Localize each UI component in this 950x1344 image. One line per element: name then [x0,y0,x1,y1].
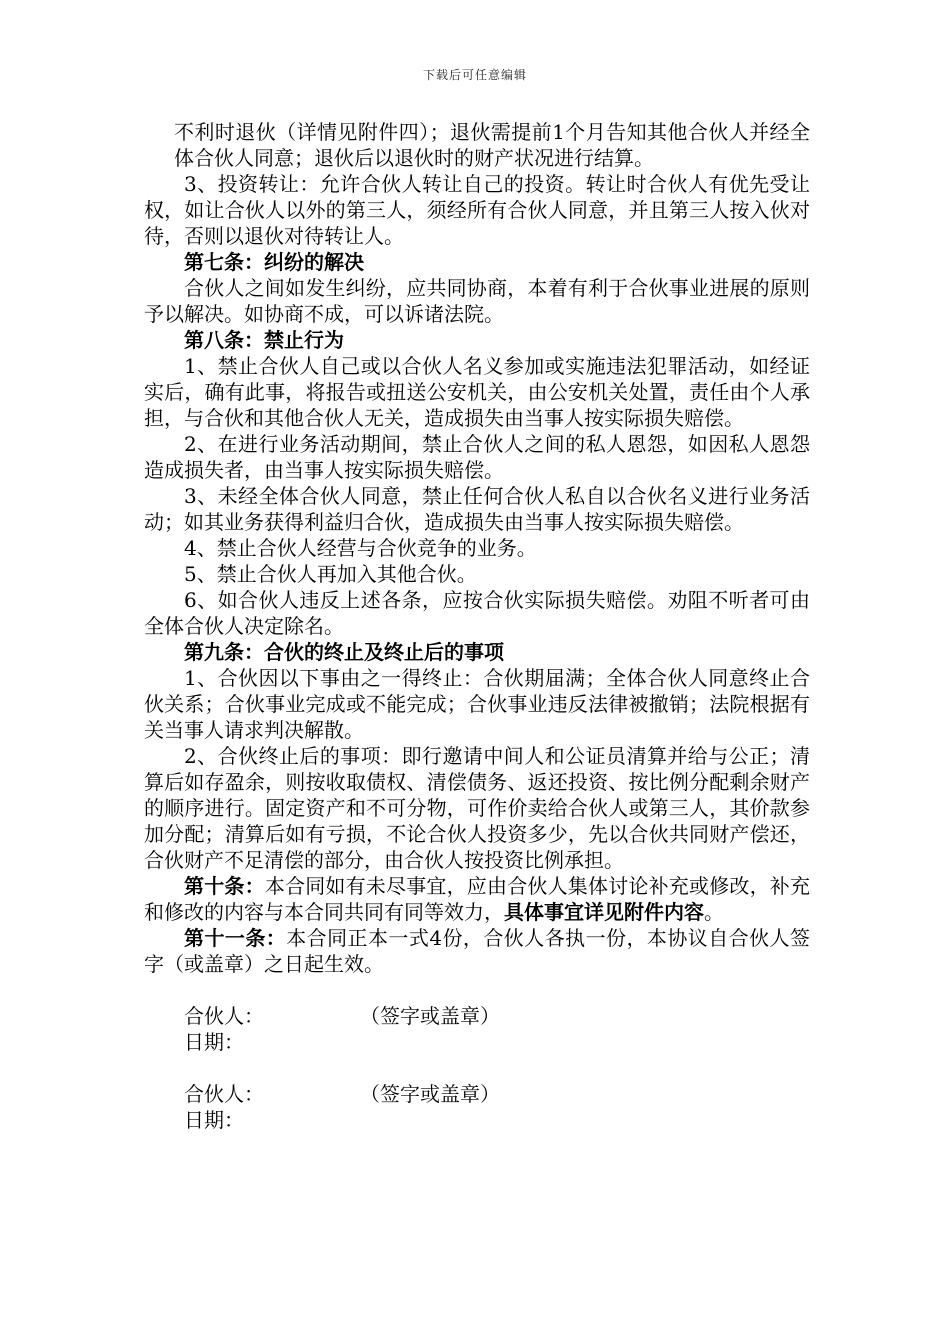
date-label: 日期： [184,1030,244,1054]
article-8-item-1: 1、禁止合伙人自己或以合伙人名义参加或实施违法犯罪活动，如经证实后，确有此事，将报告或扭送公安机关，由公安机关处置，责任由个人承担，与合伙和其他合伙人无关，造成损失由当事人按实际损失赔偿。 [144,354,810,430]
date-label: 日期： [184,1108,244,1132]
signature-block-1 [144,1003,810,1055]
article-7-heading: 第七条：纠纷的解决 [184,250,364,274]
withdrawal-paragraph: 不利时退伙（详情见附件四）；退伙需提前1个月告知其他合伙人并经全体合伙人同意；退伙后以退伙时的财产状况进行结算。 [174,120,810,170]
investment-transfer-paragraph: 3、投资转让：允许合伙人转让自己的投资。转让时合伙人有优先受让权，如让合伙人以外的第三人，须经所有合伙人同意，并且第三人按入伙对待，否则以退伙对待转让人。 [144,172,810,248]
date-row [144,1029,810,1055]
article-10-paragraph [144,873,810,925]
article-10-bold-text: 具体事宜详见附件内容 [504,900,704,924]
article-10-label: 第十条： [184,874,265,898]
article-10-end: 。 [704,900,724,924]
sign-hint: （签字或盖章） [360,1004,500,1028]
date-row [144,1107,810,1133]
article-11-paragraph [144,925,810,977]
sign-hint: （签字或盖章） [360,1082,500,1106]
article-8-item-5: 5、禁止合伙人再加入其他合伙。 [184,562,477,586]
signature-row [144,1003,810,1029]
article-8-item-4: 4、禁止合伙人经营与合伙竞争的业务。 [184,536,537,560]
article-11-text: 本合同正本一式4份，合伙人各执一份，本协议自合伙人签字（或盖章）之日起生效。 [144,926,810,976]
signature-block-2 [144,1081,810,1133]
article-8-item-3: 3、未经全体合伙人同意，禁止任何合伙人私自以合伙名义进行业务活动；如其业务获得利益归合伙，造成损失由当事人按实际损失赔偿。 [144,484,810,534]
page-header: 下载后可任意编辑 [422,68,527,82]
article-8-item-6: 6、如合伙人违反上述各条，应按合伙实际损失赔偿。劝阻不听者可由全体合伙人决定除名。 [144,588,810,638]
contract-body [144,119,810,1133]
article-10-text: 本合同如有未尽事宜，应由合伙人集体讨论补充或修改，补充和修改的内容与本合同共同有同等效力， [144,874,811,924]
partner-label: 合伙人： [184,1082,264,1106]
article-8-heading: 第八条：禁止行为 [184,328,344,352]
article-9-item-2: 2、合伙终止后的事项：即行邀请中间人和公证员清算并给与公正；清算后如存盈余，则按收取债权、清偿债务、返还投资、按比例分配剩余财产的顺序进行。固定资产和不可分物，可作价卖给合伙人或第三人，其价款参加分配；清算后如有亏损，不论合伙人投资多少，先以合伙共同财产偿还，合伙财产不足清偿的部分，由合伙人按投资比例承担。 [144,744,810,872]
signature-row [144,1081,810,1107]
article-11-label: 第十一条： [184,926,287,950]
article-9-item-1: 1、合伙因以下事由之一得终止：合伙期届满；全体合伙人同意终止合伙关系；合伙事业完成或不能完成；合伙事业违反法律被撤销；法院根据有关当事人请求判决解散。 [144,666,810,742]
article-7-paragraph: 合伙人之间如发生纠纷，应共同协商，本着有利于合伙事业进展的原则予以解决。如协商不成，可以诉诸法院。 [144,276,810,326]
partner-label: 合伙人： [184,1004,264,1028]
article-9-heading: 第九条：合伙的终止及终止后的事项 [184,640,504,664]
article-8-item-2: 2、在进行业务活动期间，禁止合伙人之间的私人恩怨，如因私人恩怨造成损失者，由当事人按实际损失赔偿。 [144,432,810,482]
